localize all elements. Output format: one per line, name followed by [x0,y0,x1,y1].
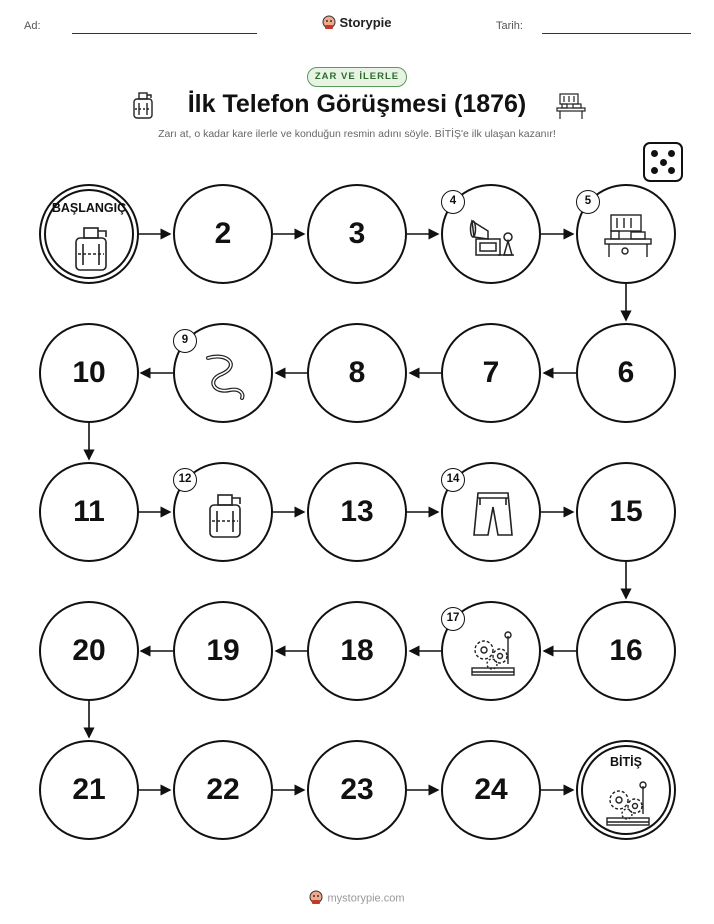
phonograph-icon [468,211,518,261]
board-cell-23 [307,740,407,840]
board-cell-17 [441,601,541,701]
storypie-logo-icon [309,889,323,908]
board-cell-2 [173,184,273,284]
cell-number-tag: 5 [576,190,600,214]
cell-number-tag: 14 [441,468,465,492]
cell-number: 19 [206,634,240,667]
cell-number: 21 [72,773,106,806]
cell-number: 8 [348,356,366,389]
trousers-icon [468,489,518,539]
board-cell-18 [307,601,407,701]
cell-number: 2 [214,217,232,250]
mode-badge: ZAR VE İLERLE [307,67,407,87]
board-cell-4 [441,184,541,284]
board-cell-8 [307,323,407,423]
board-cell-11 [39,462,139,562]
cell-number: 18 [340,634,374,667]
board-cell-13 [307,462,407,562]
finish-cell [576,740,676,840]
board-cell-19 [173,601,273,701]
start-label: BAŞLANGIÇ [51,201,127,215]
board-cell-24 [441,740,541,840]
board-cell-16 [576,601,676,701]
board-cell-10 [39,323,139,423]
cell-number: 16 [609,634,643,667]
footer-url[interactable]: mystorypie.com [327,892,405,905]
battery-jar-icon [200,489,250,539]
cell-number: 10 [72,356,106,389]
cell-number: 7 [482,356,500,389]
battery-jar-icon [66,222,116,272]
cell-number: 11 [73,495,105,528]
cell-number: 24 [474,773,508,806]
cell-number-tag: 9 [173,329,197,353]
finish-label: BİTİŞ [610,755,642,769]
board-cell-12 [173,462,273,562]
board-cell-9 [173,323,273,423]
board-cell-22 [173,740,273,840]
board-cell-3 [307,184,407,284]
cell-number-tag: 4 [441,190,465,214]
board-cell-7 [441,323,541,423]
board-cell-15 [576,462,676,562]
board-cell-14 [441,462,541,562]
footer [0,889,714,908]
cell-number-tag: 12 [173,468,197,492]
workbench-icon [603,211,653,261]
cell-number: 3 [348,217,366,250]
board-cell-21 [39,740,139,840]
gear-machine-icon [468,628,518,678]
page-title: İlk Telefon Görüşmesi (1876) [187,90,527,118]
cell-number: 23 [340,773,374,806]
board-cell-5 [576,184,676,284]
date-label: Tarih: [496,20,523,32]
board-cell-6 [576,323,676,423]
cell-number-tag: 17 [441,607,465,631]
brand-name: Storypie [339,14,392,30]
name-label: Ad: [24,20,41,32]
cell-number: 22 [206,773,240,806]
cell-number: 6 [617,356,635,389]
cell-number: 15 [609,495,643,528]
start-cell [39,184,139,284]
wire-icon [200,350,250,400]
cell-number: 20 [72,634,106,667]
cell-number: 13 [340,495,374,528]
gear-machine-icon [603,778,653,828]
instructions: Zarı at, o kadar kare ilerle ve konduğun resmin adını söyle. BİTİŞ'e ilk ulaşan kazanır! [158,128,556,140]
board-cell-20 [39,601,139,701]
